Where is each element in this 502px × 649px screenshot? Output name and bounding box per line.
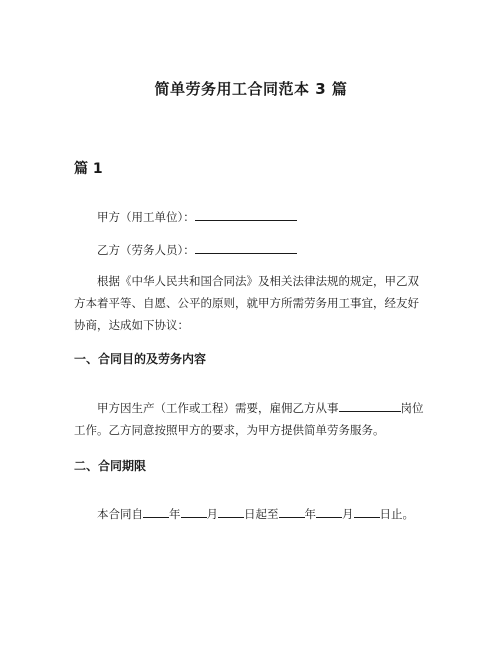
section-1-text-after: 岗位工作。乙方同意按照甲方的要求，为甲方提供简单劳务服务。	[74, 401, 424, 437]
party-b-blank	[195, 241, 297, 254]
start-month-blank	[181, 505, 207, 518]
end-day-blank	[354, 505, 380, 518]
post-blank	[339, 399, 401, 412]
section-1-text-before: 甲方因生产（工作或工程）需要，雇佣乙方从事	[97, 401, 339, 415]
section-2-heading: 二、合同期限	[74, 459, 147, 473]
end-year-blank	[279, 505, 305, 518]
start-year-blank	[143, 505, 169, 518]
start-year-label: 年	[169, 507, 181, 521]
term-text-start: 本合同自	[97, 507, 143, 521]
part-heading: 篇 1	[74, 161, 103, 177]
party-b-label: 乙方（劳务人员）：	[97, 243, 195, 257]
party-b-line	[74, 239, 430, 261]
end-year-label: 年	[304, 507, 316, 521]
start-day-blank	[218, 505, 244, 518]
start-day-label: 日起至	[244, 507, 279, 521]
section-1-heading: 一、合同目的及劳务内容	[74, 352, 207, 366]
start-month-label: 月	[206, 507, 218, 521]
party-a-line	[74, 206, 430, 228]
end-month-label: 月	[342, 507, 354, 521]
section-1-paragraph	[74, 397, 430, 441]
end-month-blank	[316, 505, 342, 518]
preamble-paragraph: 根据《中华人民共和国合同法》及相关法律法规的规定，甲乙双方本着平等、自愿、公平的原则，就甲方所需劳务用工事宜，经友好协商，达成如下协议：	[74, 274, 419, 332]
party-a-label: 甲方（用工单位）：	[97, 210, 195, 224]
document-title: 简单劳务用工合同范本 3 篇	[154, 80, 348, 98]
section-2-paragraph	[74, 503, 430, 525]
party-a-blank	[195, 208, 297, 221]
end-day-label: 日止。	[379, 507, 414, 521]
